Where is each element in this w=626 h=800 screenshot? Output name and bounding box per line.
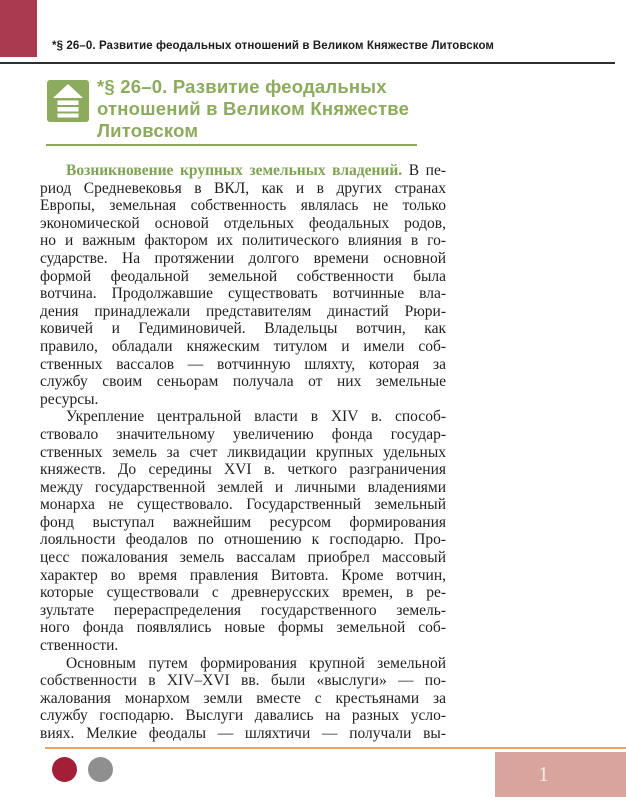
article-body: [40, 162, 446, 743]
page-number-box: [495, 752, 626, 797]
text-line: но и важным фактором их политического влияния в го-: [40, 232, 446, 250]
text-line: лояльности феодалов по отношению к господарю. Про-: [40, 531, 446, 549]
text-line: Основным путем формирования крупной земельной: [66, 654, 446, 672]
corner-accent: [0, 0, 37, 57]
text-line: жалования монархом земли вместе с крестьянами за: [40, 689, 446, 707]
paragraph: [40, 655, 446, 743]
text-line: правило, обладали княжеским титулом и имели соб-: [40, 337, 446, 355]
text-line: цесс пожалования земель вассалам приобрел массовый: [40, 549, 446, 567]
paragraph: [40, 162, 446, 408]
section-title-line: Литовском: [97, 120, 199, 141]
running-header: *§ 26–0. Развитие феодальных отношений в Великом Княжестве Литовском: [52, 40, 495, 52]
text-line: ственных земель за счет ликвидации крупных удельных: [40, 443, 446, 461]
text-line: ственности.: [40, 637, 119, 655]
text-line: которые существовали с древнерусских времен, в ре-: [40, 584, 446, 602]
text-line: ствовало значительному увеличению фонда государ-: [40, 425, 446, 443]
paragraph-lead: Возникновение крупных земельных владений.: [66, 162, 403, 179]
text-line: вотчина. Продолжавшие существовать вотчинные вла-: [40, 285, 446, 303]
text-line: службу господарю. Выслуги давались на разных усло-: [40, 707, 446, 725]
text-line: риод Средневековья в ВКЛ, как и в других странах: [40, 179, 446, 197]
text-line: Укрепление центральной власти в XIV в. способ-: [66, 408, 446, 426]
red-dot: [52, 757, 77, 782]
text-line: формой феодальной земельной собственности была: [40, 267, 446, 285]
section-title-line: *§ 26–0. Развитие феодальных: [97, 76, 387, 97]
text-line: ственных вассалов — вотчинную шляхту, которая за: [40, 355, 446, 373]
text-line: фонд выступал важнейшим ресурсом формирования: [40, 513, 446, 531]
text-line: Европы, земельная собственность являлась не только: [40, 197, 446, 215]
page-number: 1: [538, 762, 549, 786]
footer-rule: [45, 747, 626, 749]
text-line: между государственной землей и личными владениями: [40, 478, 446, 496]
section-title: [97, 76, 409, 142]
text-line: экономической основой отдельных феодальных родов,: [40, 214, 446, 232]
text-line: характер во время правления Витовта. Кроме вотчин,: [40, 566, 446, 584]
text-line: ковичей и Гедиминовичей. Владельцы вотчин, как: [40, 320, 446, 338]
text-line: дения принадлежали представителям династий Рюри-: [40, 302, 446, 320]
header-rule: [0, 62, 615, 64]
section-title-line: отношений в Великом Княжестве: [97, 98, 410, 119]
text-line: княжеств. До середины XVI в. четкого разграничения: [40, 461, 446, 479]
text-segment: В пе-: [402, 162, 446, 179]
gray-dot: [88, 757, 113, 782]
levels-up-icon: [47, 80, 89, 122]
text-line: виях. Мелкие феодалы — шляхтичи — получали вы-: [40, 725, 446, 742]
text-line: ресурсы.: [40, 390, 99, 408]
paragraph: [40, 408, 446, 654]
text-line: ного фонда появлялись новые формы земельной соб-: [40, 619, 446, 637]
text-line: сударстве. На протяжении долгого времени основной: [40, 249, 446, 267]
text-line: [40, 162, 446, 180]
text-line: зультате перераспределения государственного земель-: [40, 601, 446, 619]
text-line: собственности в XIV–XVI вв. были «выслуги» — по-: [40, 672, 446, 690]
text-line: монарха не существовало. Государственный земельный: [40, 496, 446, 514]
heading-rule: [46, 144, 417, 146]
text-line: службу своим сеньорам получала от них земельные: [40, 373, 446, 391]
